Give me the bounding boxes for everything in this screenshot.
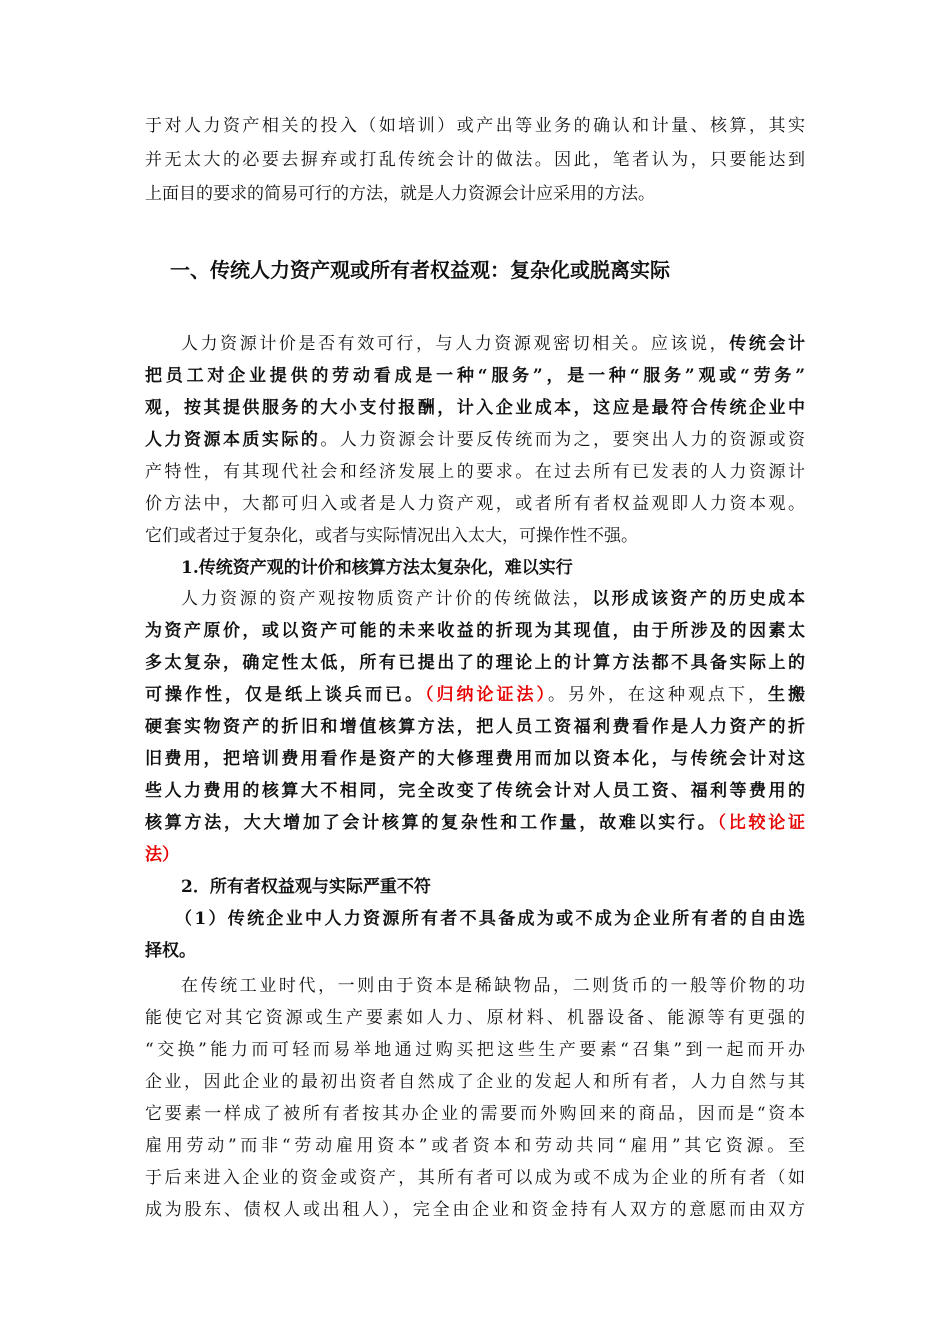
paragraph-line: 人力资源的资产观按物质资产计价的传统做法，以形成该资产的历史成本: [181, 589, 805, 609]
paragraph-line: 人力资源计价是否有效可行，与人力资源观密切相关。应该说，传统会计: [181, 334, 805, 354]
subsection-heading: 2．所有者权益观与实际严重不符: [181, 877, 431, 897]
paragraph-line: 上面目的要求的简易可行的方法，就是人力资源会计应采用的方法。: [145, 184, 655, 204]
paragraph-line: 法）: [145, 845, 179, 865]
paragraph-line: 把员工对企业提供的劳动看成是一种“服务”，是一种“服务”观或“劳务”: [145, 366, 805, 386]
paragraph-line: 价方法中，大都可归入或者是人力资产观，或者所有者权益观即人力资本观。: [145, 494, 805, 514]
paragraph-line: 人力资源本质实际的。人力资源会计要反传统而为之，要突出人力的资源或资: [145, 430, 805, 450]
paragraph-line: 核算方法，大大增加了会计核算的复杂性和工作量，故难以实行。（比较论证: [145, 813, 805, 833]
subsection-heading: 1.传统资产观的计价和核算方法太复杂化，难以实行: [181, 558, 573, 578]
paragraph-line: 可操作性，仅是纸上谈兵而已。（归纳论证法）。另外，在这种观点下，生搬: [145, 685, 805, 705]
sub-subsection-heading: 择权。: [145, 941, 196, 961]
paragraph-line: 它们或者过于复杂化，或者与实际情况出入太大，可操作性不强。: [145, 526, 638, 546]
paragraph-line: 观，按其提供服务的大小支付报酬，计入企业成本，这应是最符合传统企业中: [145, 398, 805, 418]
paragraph-line: 于后来进入企业的资金或资产，其所有者可以成为或不成为企业的所有者（如: [145, 1168, 805, 1188]
paragraph-line: 企业，因此企业的最初出资者自然成了企业的发起人和所有者，人力自然与其: [145, 1072, 805, 1092]
paragraph-line: 些人力费用的核算大不相同，完全改变了传统会计对人员工资、福利等费用的: [145, 781, 805, 801]
paragraph-line: 多太复杂，确定性太低，所有已提出了的理论上的计算方法都不具备实际上的: [145, 653, 805, 673]
section-heading: 一、传统人力资产观或所有者权益观：复杂化或脱离实际: [170, 258, 670, 282]
paragraph-line: 为资产原价，或以资产可能的未来收益的折现为其现值，由于所涉及的因素太: [145, 621, 805, 641]
paragraph-line: 产特性，有其现代社会和经济发展上的要求。在过去所有已发表的人力资源计: [145, 462, 805, 482]
sub-subsection-heading: （1）传统企业中人力资源所有者不具备成为或不成为企业所有者的自由选: [175, 909, 805, 929]
paragraph-line: 并无太大的必要去摒弃或打乱传统会计的做法。因此，笔者认为，只要能达到: [145, 150, 805, 170]
paragraph-line: 在传统工业时代，一则由于资本是稀缺物品，二则货币的一般等价物的功: [181, 976, 805, 996]
paragraph-line: 硬套实物资产的折旧和增值核算方法，把人员工资福利费看作是人力资产的折: [145, 717, 805, 737]
paragraph-line: 雇用劳动”而非“劳动雇用资本”或者资本和劳动共同“雇用”其它资源。至: [145, 1136, 805, 1156]
paragraph-line: 旧费用，把培训费用看作是资产的大修理费用而加以资本化，与传统会计对这: [145, 749, 805, 769]
paragraph-line: 于对人力资产相关的投入（如培训）或产出等业务的确认和计量、核算，其实: [145, 116, 805, 136]
paragraph-line: 它要素一样成了被所有者按其办企业的需要而外购回来的商品，因而是“资本: [145, 1104, 805, 1124]
paragraph-line: 能使它对其它资源或生产要素如人力、原材料、机器设备、能源等有更强的: [145, 1008, 805, 1028]
paragraph-line: “交换”能力而可轻而易举地通过购买把这些生产要素“召集”到一起而开办: [145, 1040, 805, 1060]
paragraph-line: 成为股东、债权人或出租人），完全由企业和资金持有人双方的意愿而由双方: [145, 1200, 805, 1220]
